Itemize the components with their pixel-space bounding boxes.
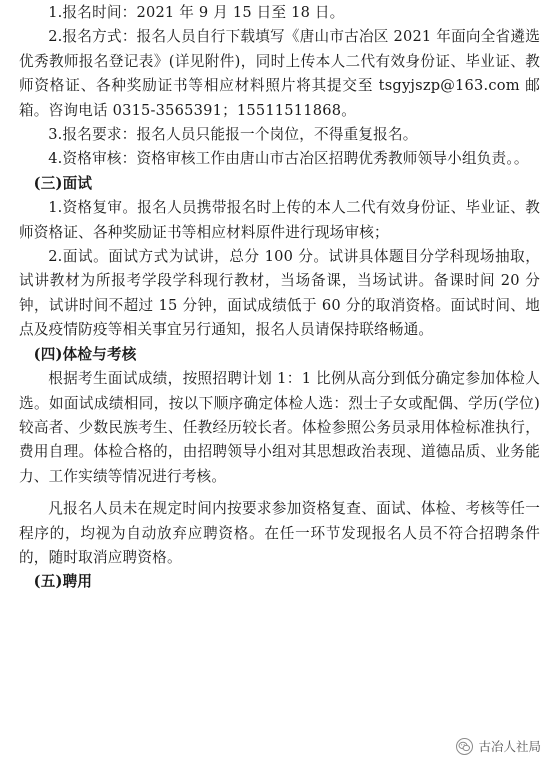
section-heading-employment: (五)聘用 [33, 573, 93, 591]
watermark-label: 古冶人社局 [478, 739, 541, 754]
paragraph-registration-requirement: 3.报名要求：报名人员只能报一个岗位，不得重复报名。 [48, 126, 418, 144]
paragraph-interview: 2.面试。面试方式为试讲，总分 100 分。试讲具体题目分学科现场抽取，试讲教材为所报考学段学科现行教材，当场备课，当场试讲。备课时间 20 分钟，试讲时间不超过 15 分钟，面试成绩低于 60 分的取消资格。面试时间、地点及疫情防疫等相关事宜另行通知，报名人员请保持联络畅通。 [19, 248, 540, 339]
paragraph-registration-method: 2.报名方式：报名人员自行下载填写《唐山市古冶区 2021 年面向全省遴选优秀教师报名登记表》(详见附件)，同时上传本人二代有效身份证、毕业证、教师资格证、各种奖励证书等相应材料照片将其提交至 tsgyjszp@163.com 邮箱。咨询电话 0315-3565391；15511511868。 [19, 28, 540, 119]
watermark [456, 737, 541, 755]
document-body [19, 0, 540, 595]
wechat-icon [456, 738, 473, 755]
paragraph-qualification-review: 4.资格审核：资格审核工作由唐山市古冶区招聘优秀教师领导小组负责。。 [48, 150, 529, 168]
paragraph-registration-time: 1.报名时间：2021 年 9 月 15 日至 18 日。 [48, 4, 345, 21]
section-heading-physical-exam: (四)体检与考核 [33, 345, 137, 363]
paragraph-qualification-recheck: 1.资格复审。报名人员携带报名时上传的本人二代有效身份证、毕业证、教师资格证、各种奖励证书等相应材料原件进行现场审核； [19, 199, 540, 241]
paragraph-physical-exam: 根据考生面试成绩，按照招聘计划 1：1 比例从高分到低分确定参加体检人选。如面试成绩相同，按以下顺序确定体检人选：烈士子女或配偶、学历(学位)较高者、少数民族考生、任教经历较长者。体检参照公务员录用体检标准执行，费用自理。体检合格的，由招聘领导小组对其思想政治表现、道德品质、业务能力、工作实绩等情况进行考核。 [19, 370, 540, 485]
section-heading-interview: (三)面试 [33, 174, 93, 192]
paragraph-forfeit: 凡报名人员未在规定时间内按要求参加资格复查、面试、体检、考核等任一程序的，均视为自动放弃应聘资格。在任一环节发现报名人员不符合招聘条件的，随时取消应聘资格。 [19, 500, 540, 566]
